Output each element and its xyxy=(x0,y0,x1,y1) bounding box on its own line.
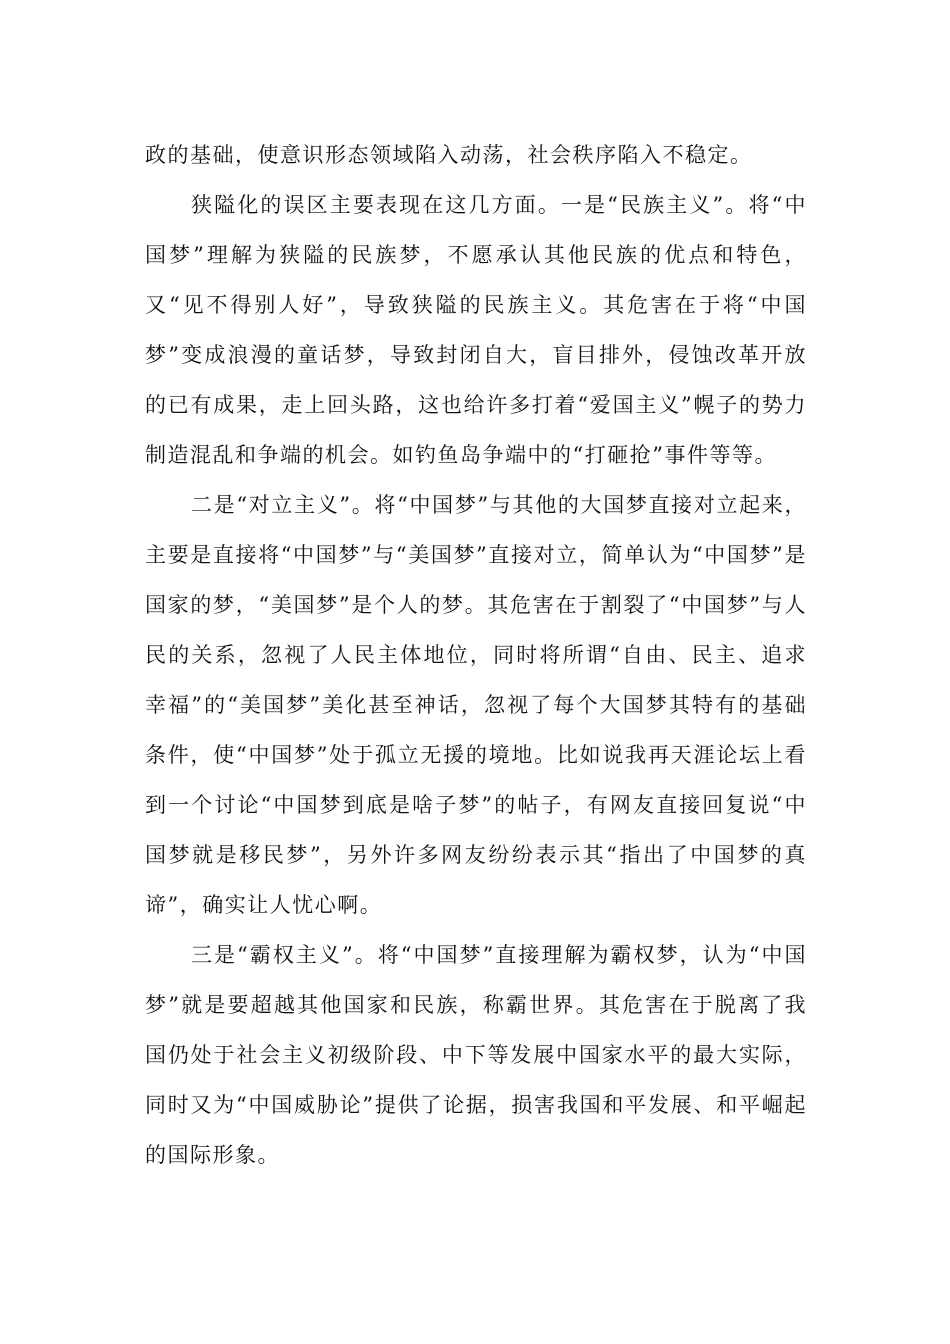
paragraph-oppositionism: 二是“对立主义”。将“中国梦”与其他的大国梦直接对立起来，主要是直接将“中国梦”与“美国梦”直接对立，简单认为“中国梦”是国家的梦，“美国梦”是个人的梦。其危害在于割裂了“中国梦”与人民的关系，忽视了人民主体地位，同时将所谓“自由、民主、追求幸福”的“美国梦”美化甚至神话，忽视了每个大国梦其特有的基础条件，使“中国梦”处于孤立无援的境地。比如说我再天涯论坛上看到一个讨论“中国梦到底是啥子梦”的帖子，有网友直接回复说“中国梦就是移民梦”，另外许多网友纷纷表示其“指出了中国梦的真谛”，确实让人忧心啊。 xyxy=(145,493,807,917)
paragraph-narrowing-errors: 狭隘化的误区主要表现在这几方面。一是“民族主义”。将“中国梦”理解为狭隘的民族梦，不愿承认其他民族的优点和特色，又“见不得别人好”，导致狭隘的民族主义。其危害在于将“中国梦”变成浪漫的童话梦，导致封闭自大，盲目排外，侵蚀改革开放的已有成果，走上回头路，这也给许多打着“爱国主义”幌子的势力制造混乱和争端的机会。如钓鱼岛争端中的“打砸抢”事件等等。 xyxy=(145,193,807,467)
document-body xyxy=(145,130,807,1180)
paragraph-continuation: 政的基础，使意识形态领域陷入动荡，社会秩序陷入不稳定。 xyxy=(145,143,753,167)
paragraph-hegemonism: 三是“霸权主义”。将“中国梦”直接理解为霸权梦，认为“中国梦”就是要超越其他国家和民族，称霸世界。其危害在于脱离了我国仍处于社会主义初级阶段、中下等发展中国家水平的最大实际，同时又为“中国威胁论”提供了论据，损害我国和平发展、和平崛起的国际形象。 xyxy=(145,943,807,1167)
